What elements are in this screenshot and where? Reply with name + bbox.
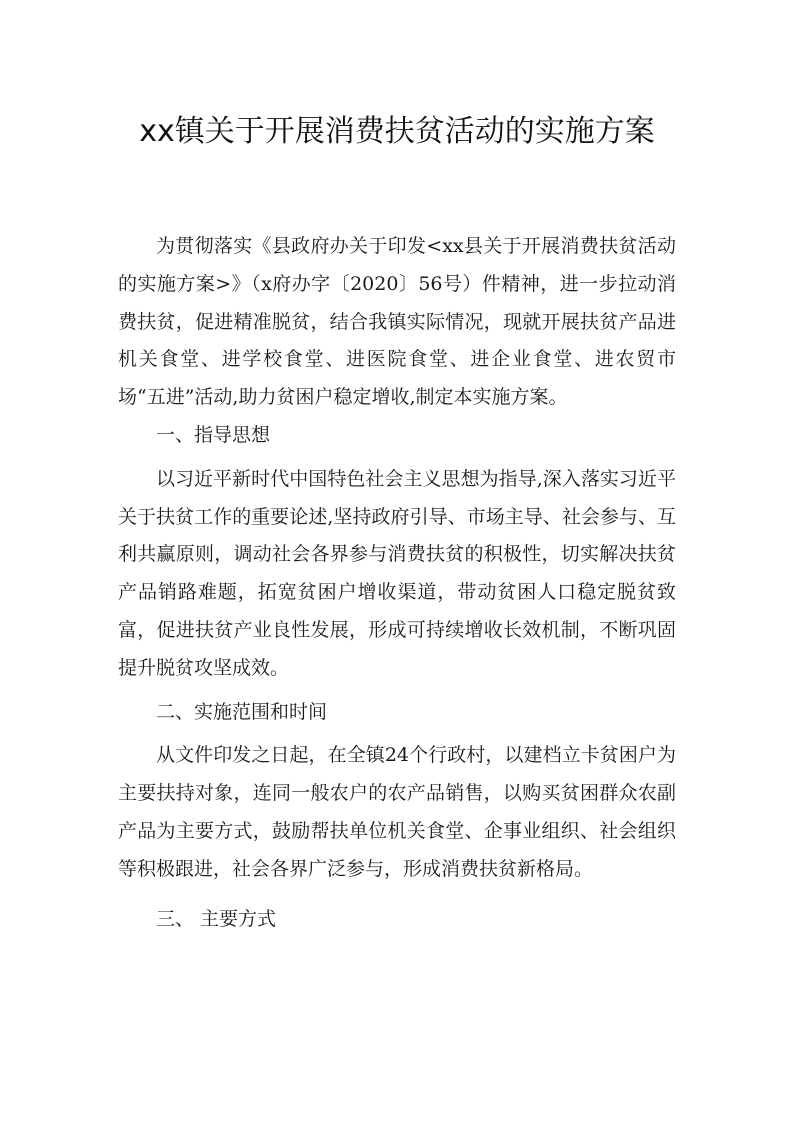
document-title: xx镇关于开展消费扶贫活动的实施方案 [139,114,655,149]
section-heading-scope-and-time: 二、实施范围和时间 [156,700,328,723]
intro-paragraph: 为贯彻落实《县政府办关于印发<xx县关于开展消费扶贫活动的实施方案>》（x府办字〔2020〕56号）件精神，进一步拉动消费扶贫，促进精准脱贫，结合我镇实际情况，现就开展扶贫产品进机关食堂、进学校食堂、进医院食堂、进企业食堂、进农贸市场“五进”活动,助力贫困户稳定增收,制定本实施方案。 [118,235,676,409]
document-body [118,228,676,938]
section-paragraph-scope-and-time: 从文件印发之日起，在全镇24个行政村，以建档立卡贫困户为主要扶持对象，连同一般农户的农产品销售，以购买贫困群众农副产品为主要方式，鼓励帮扶单位机关食堂、企事业组织、社会组织等积极跟进，社会各界广泛参与，形成消费扶贫新格局。 [118,744,676,880]
section-paragraph-guiding-ideology: 以习近平新时代中国特色社会主义思想为指导,深入落实习近平关于扶贫工作的重要论述,坚持政府引导、市场主导、社会参与、互利共赢原则，调动社会各界参与消费扶贫的积极性，切实解决扶贫产品销路难题，拓宽贫困户增收渠道，带动贫困人口稳定脱贫致富，促进扶贫产业良性发展，形成可持续增收长效机制，不断巩固提升脱贫攻坚成效。 [118,467,676,679]
section-heading-main-methods: 三、 主要方式 [156,907,277,930]
section-heading-guiding-ideology: 一、指导思想 [156,423,271,446]
